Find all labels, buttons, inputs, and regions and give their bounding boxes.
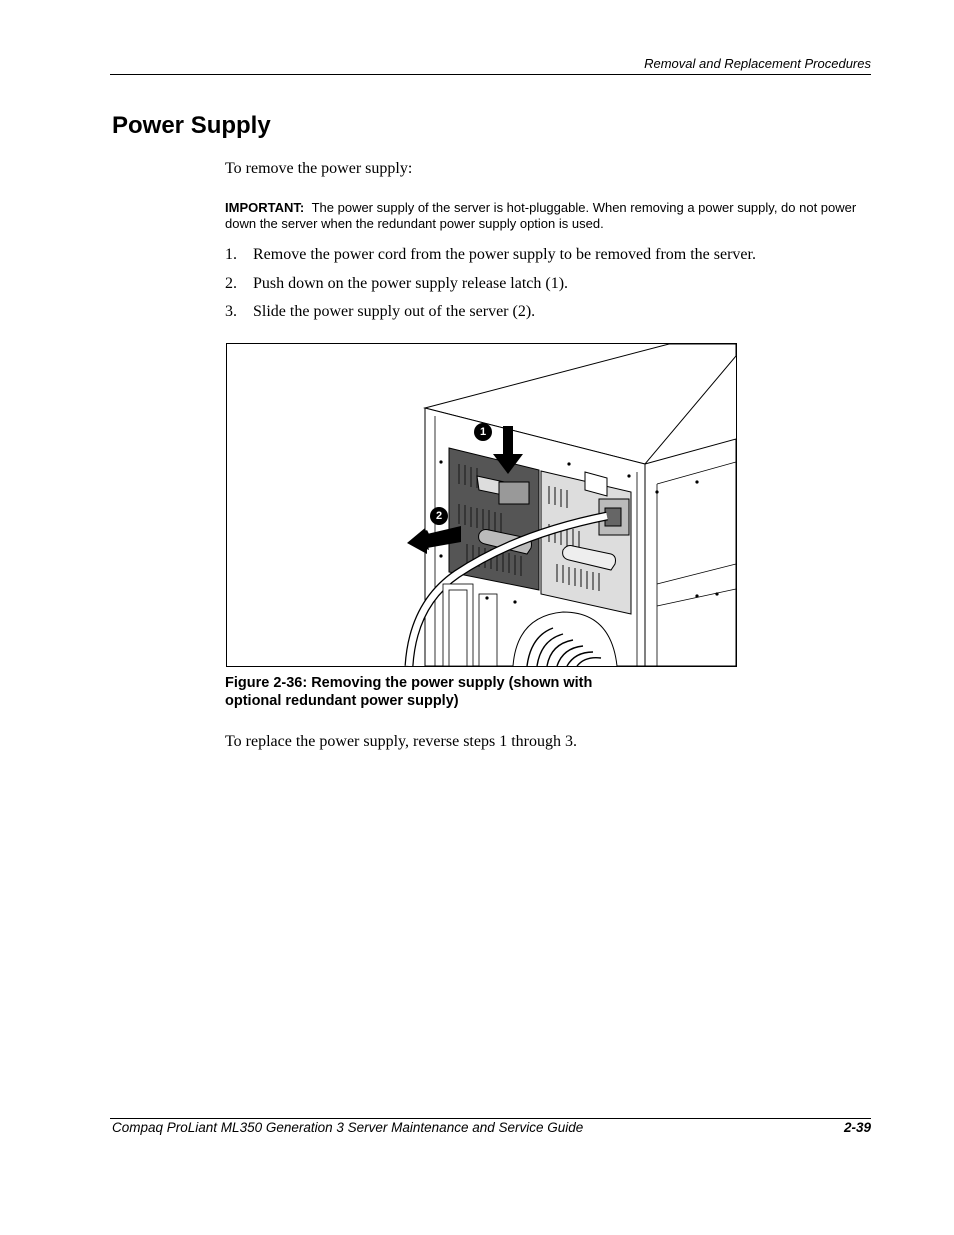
important-label: IMPORTANT: [225, 200, 305, 215]
caption-line-1: Figure 2-36: Removing the power supply (shown with [225, 675, 593, 691]
callout-2 [430, 507, 448, 525]
footer-rule [110, 1118, 871, 1119]
step-number: 3. [225, 303, 237, 320]
important-text: The power supply of the server is hot-pluggable. When removing a power supply, do not power down the server when the redundant power supply option is used. [225, 200, 857, 231]
procedure-steps [225, 245, 756, 331]
power-supply-figure [226, 343, 737, 667]
server-rear-illustration [227, 344, 736, 666]
important-note [225, 200, 875, 232]
section-title: Power Supply [112, 112, 271, 139]
callout-1-label: 1 [479, 426, 487, 438]
intro-paragraph: To remove the power supply: [225, 160, 413, 177]
step-item [225, 245, 756, 274]
step-number: 2. [225, 274, 237, 292]
footer-guide-title: Compaq ProLiant ML350 Generation 3 Server Maintenance and Service Guide [112, 1120, 584, 1135]
running-header: Removal and Replacement Procedures [644, 56, 871, 71]
step-number: 1. [225, 246, 237, 263]
caption-line-2: optional redundant power supply) [225, 693, 459, 709]
step-text: Slide the power supply out of the server (2). [253, 303, 536, 320]
figure-caption [225, 674, 645, 710]
header-rule [110, 74, 871, 75]
closing-paragraph: To replace the power supply, reverse steps 1 through 3. [225, 733, 577, 750]
callout-1 [474, 423, 492, 441]
callout-2-label: 2 [435, 510, 443, 522]
step-item [225, 274, 756, 303]
step-item [225, 302, 756, 331]
step-text: Remove the power cord from the power supply to be removed from the server. [253, 246, 756, 263]
step-text: Push down on the power supply release latch (1). [253, 274, 569, 292]
page-number: 2-39 [843, 1120, 871, 1135]
